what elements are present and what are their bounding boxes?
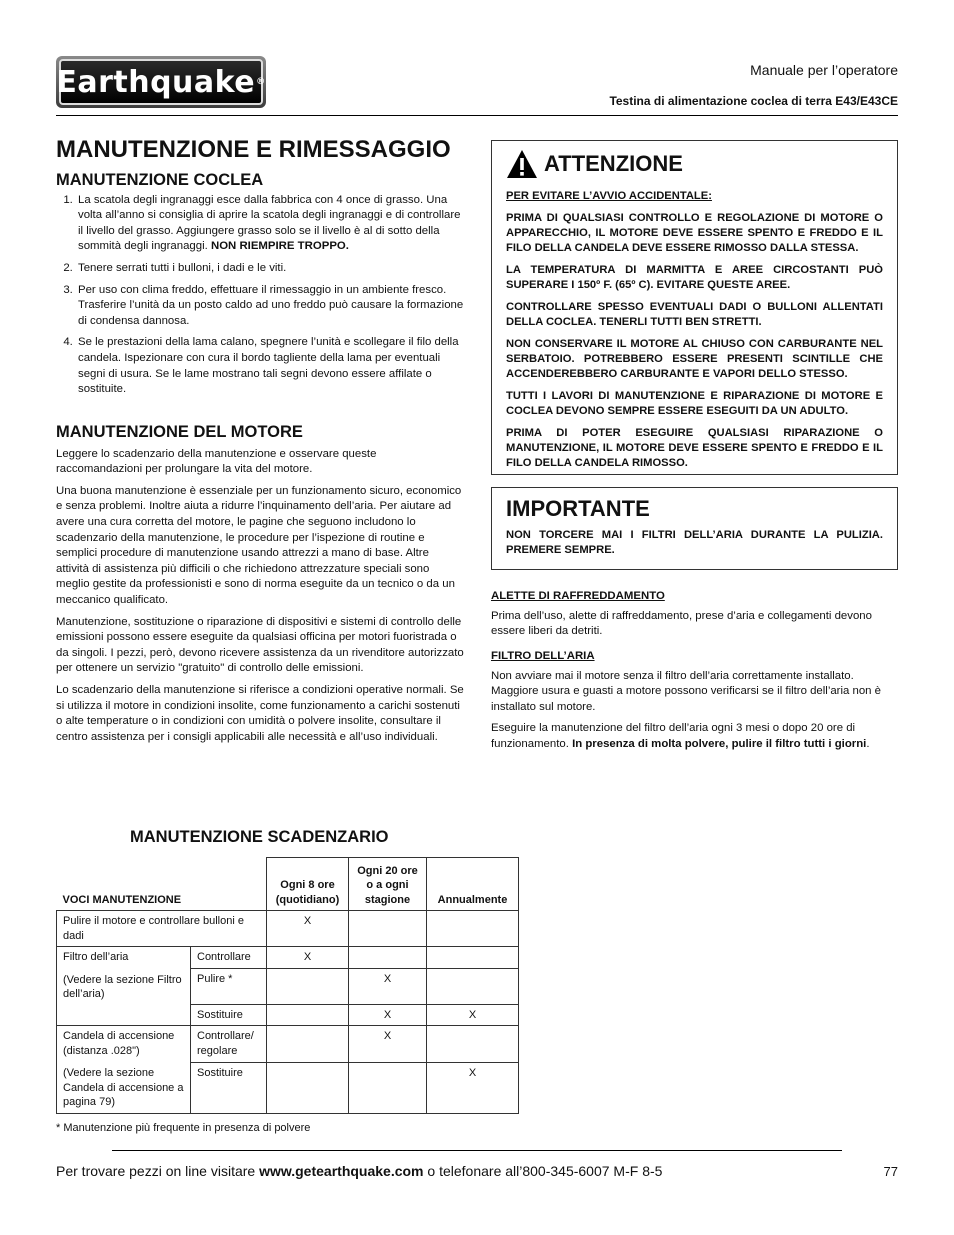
product-label: Testina di alimentazione coclea di terra E43/E43CE [609,94,898,108]
schedule-footnote: * Manutenzione più frequente in presenza di polvere [56,1122,311,1134]
important-box [491,487,898,570]
manual-label: Manuale per l’operatore [750,62,898,78]
warning-lead: PER EVITARE L’AVVIO ACCIDENTALE: [506,190,712,202]
air-filter-p2-bold: In presenza di molta polvere, pulire il filtro tutti i giorni [572,737,867,750]
header-items: VOCI MANUTENZIONE [57,858,267,911]
engine-paragraph-3: Manutenzione, sostituzione o riparazione di dispositivi e sistemi di controllo delle emissioni possono essere eseguite da qualsiasi officina per motori fuoristrada o da singoli. I pezzi, però, devono ricevere assistenza da un rivenditore autorizzato per ottenere un servizio "gratuito" di controllo delle emissioni. [56,615,464,675]
header-every-20-hours: Ogni 20 ore o a ogni stagione [349,858,427,911]
row-engine-clean-20h [349,911,427,947]
important-title: IMPORTANTE [506,496,650,521]
air-filter-clean-label: Pulire * [191,968,267,1004]
table-header-row [57,858,519,911]
footer-divider [112,1150,842,1151]
cooling-paragraph: Prima dell’uso, alette di raffreddamento, prese d’aria e collegamenti devono essere liberi da detriti. [491,609,872,638]
warning-box [491,140,898,475]
cooling-section-title: ALETTE DI RAFFREDDAMENTO [491,590,665,602]
logo-plate [56,59,266,105]
page-number: 77 [883,1164,898,1179]
air-filter-clean-8h [267,968,349,1004]
footer-text [56,1163,662,1179]
engine-section-title: MANUTENZIONE DEL MOTORE [56,423,303,441]
list-item [76,193,464,255]
air-filter-section-title: FILTRO DELL’ARIA [491,650,595,662]
warning-paragraph-6: PRIMA DI POTER ESEGUIRE QUALSIASI RIPARAZIONE O MANUTENZIONE, IL MOTORE DEVE ESSERE SPENTO E FREDDO E IL FILO DELLA CANDELA RIMOSSO. [506,427,883,469]
table-row [57,947,519,969]
warning-title: ATTENZIONE [544,151,683,176]
auger-maintenance-section [56,173,464,404]
warning-paragraph-1: PRIMA DI QUALSIASI CONTROLLO E REGOLAZIONE DI MOTORE O APPARECCHIO, IL MOTORE DEVE ESSERE SPENTO E FREDDO E IL FILO DELLA CANDELA DEVE ESSERE RIMOSSO DALLA STESSA. [506,212,883,254]
table-row [57,1026,519,1063]
logo-registered-mark: ® [256,77,266,87]
spark-plug-check-20h: X [349,1026,427,1063]
engine-maintenance-section [56,425,464,751]
header-annually: Annualmente [427,858,519,911]
spark-plug-replace-label: Sostituire [191,1062,267,1113]
air-filter-paragraph-1: Non avviare mai il motore senza il filtro dell’aria correttamente installato. Maggiore usura e guasti a motore possono verificarsi se il filtro dell’aria non è installato sul motore. [491,669,882,713]
air-filter-item-cell [57,947,191,1026]
air-filter-check-label: Controllare [191,947,267,969]
air-filter-paragraph-2 [491,721,899,752]
auger-steps-list [56,193,464,398]
engine-paragraph-1: Leggere lo scadenzario della manutenzione e osservare queste raccomandazioni per prolungare la vita del motore. [56,447,377,476]
air-filter-clean-annual [427,968,519,1004]
air-filter-p2-text: Eseguire la manutenzione del filtro dell’aria ogni 3 mesi o dopo 20 ore di funzionamento. [491,722,856,750]
cooling-fins-section [491,589,899,646]
schedule-title: MANUTENZIONE SCADENZARIO [130,828,389,846]
warning-title-row [506,149,883,179]
spark-plug-item-label: Candela di accensione (distanza .028") [63,1030,175,1057]
spark-plug-item-note: (Vedere la sezione Candela di accensione a pagina 79) [63,1067,184,1108]
list-item: 2. Tenere serrati tutti i bulloni, i dadi e le viti. [76,261,464,277]
auger-step-1-text: La scatola degli ingranaggi esce dalla fabbrica con 4 once di grasso. Una volta all’anno si consiglia di aprire la scatola degli ingranaggi e di controllare il livello del grasso. Aggiungere grasso solo se il livello è al di sotto della sommità degli ingranaggi. [78,193,461,253]
air-filter-check-annual [427,947,519,969]
list-item: 4. Se le prestazioni della lama calano, spegnere l’unità e scollegare il filo della candela. Ispezionare con cura il bordo tagliente della lama per eventuali segni di usura. Se le lame mostrano tali segni devono essere affilate o sostituite. [76,335,464,397]
header-every-8-hours: Ogni 8 ore (quotidiano) [267,858,349,911]
footer-url-link[interactable]: www.getearthquake.com [259,1163,424,1179]
spark-plug-item-cell [57,1026,191,1114]
brand-logo [56,56,266,108]
auger-section-title: MANUTENZIONE COCLEA [56,171,264,189]
warning-paragraph-3: CONTROLLARE SPESSO EVENTUALI DADI O BULLONI ALLENTATI DELLA COCLEA. TENERLI TUTTI BEN STRETTI. [506,301,883,328]
list-item: 3. Per uso con clima freddo, effettuare il rimessaggio in un ambiente fresco. Trasferire l’unità da un posto caldo ad uno freddo può causare la formazione di condensa dannosa. [76,283,464,330]
air-filter-replace-20h: X [349,1004,427,1026]
table-row [57,911,519,947]
spark-plug-check-label: Controllare/ regolare [191,1026,267,1063]
air-filter-replace-annual: X [427,1004,519,1026]
spark-plug-replace-8h [267,1062,349,1113]
row-engine-clean-annual [427,911,519,947]
air-filter-clean-20h: X [349,968,427,1004]
engine-paragraph-2: Una buona manutenzione è essenziale per un funzionamento sicuro, economico e senza problemi. Inoltre aiuta a ridurre l’inquinamento dell’aria. Per aiutare ad avere una cura corretta del motore, le pagine che seguono includono lo scadenzario della manutenzione, le procedure per l’ispezione di routine e semplici procedure di manutenzione usando attrezzi a mano di base. Altre attività di assistenza più difficili o che richiedono attrezzature speciali sono meglio gestite da professionisti e sono di norma eseguite da un tecnico o da un meccanico qualificato. [56,484,462,606]
air-filter-check-20h [349,947,427,969]
warning-paragraph-5: TUTTI I LAVORI DI MANUTENZIONE E RIPARAZIONE DI MOTORE E COCLEA DEVONO SEMPRE ESSERE ESEGUITI DA UN ADULTO. [506,390,883,417]
air-filter-replace-label: Sostituire [191,1004,267,1026]
auger-step-1-warning: NON RIEMPIRE TROPPO. [210,240,349,253]
air-filter-check-8h: X [267,947,349,969]
footer-text-b: o telefonare all’800-345-6007 M-F 8-5 [423,1163,663,1179]
logo-text: Earthquake [56,64,256,100]
air-filter-item-note: (Vedere la sezione Filtro dell’aria) [63,973,182,1000]
spark-plug-check-8h [267,1026,349,1063]
row-engine-clean-item: Pulire il motore e controllare bulloni e dadi [57,911,267,947]
air-filter-replace-8h [267,1004,349,1026]
spark-plug-replace-annual: X [427,1062,519,1113]
air-filter-item-label: Filtro dell’aria [63,951,129,963]
air-filter-section [491,649,899,759]
maintenance-schedule-table [56,857,519,1114]
warning-triangle-icon [506,149,538,179]
important-paragraph: NON TORCERE MAI I FILTRI DELL’ARIA DURANTE LA PULIZIA. PREMERE SEMPRE. [506,529,883,556]
footer-text-a: Per trovare pezzi on line visitare [56,1163,260,1179]
warning-paragraph-2: LA TEMPERATURA DI MARMITTA E AREE CIRCOSTANTI PUÒ SUPERARE I 150º F. (65º C). EVITARE QUESTE AREE. [506,264,883,291]
page-title: MANUTENZIONE E RIMESSAGGIO [56,136,451,163]
spark-plug-check-annual [427,1026,519,1063]
header-divider [56,115,898,116]
air-filter-p2-end: . [866,737,870,750]
engine-paragraph-4: Lo scadenzario della manutenzione si riferisce a condizioni operative normali. Se si utilizza il motore in condizioni insolite, come funzionamento a carichi sostenuti o alte temperature o in condizioni con umidità o polvere insolite, consultare il centro assistenza per i consigli applicabili alle necessità e all’uso individuali. [56,683,464,743]
row-engine-clean-8h: X [267,911,349,947]
spark-plug-replace-20h [349,1062,427,1113]
warning-paragraph-4: NON CONSERVARE IL MOTORE AL CHIUSO CON CARBURANTE NEL SERBATOIO. POTREBBERO ESSERE PRESENTI SCINTILLE CHE ACCENDEREBBERO CARBURANTE E VAPORI DELLO STESSO. [506,338,883,380]
